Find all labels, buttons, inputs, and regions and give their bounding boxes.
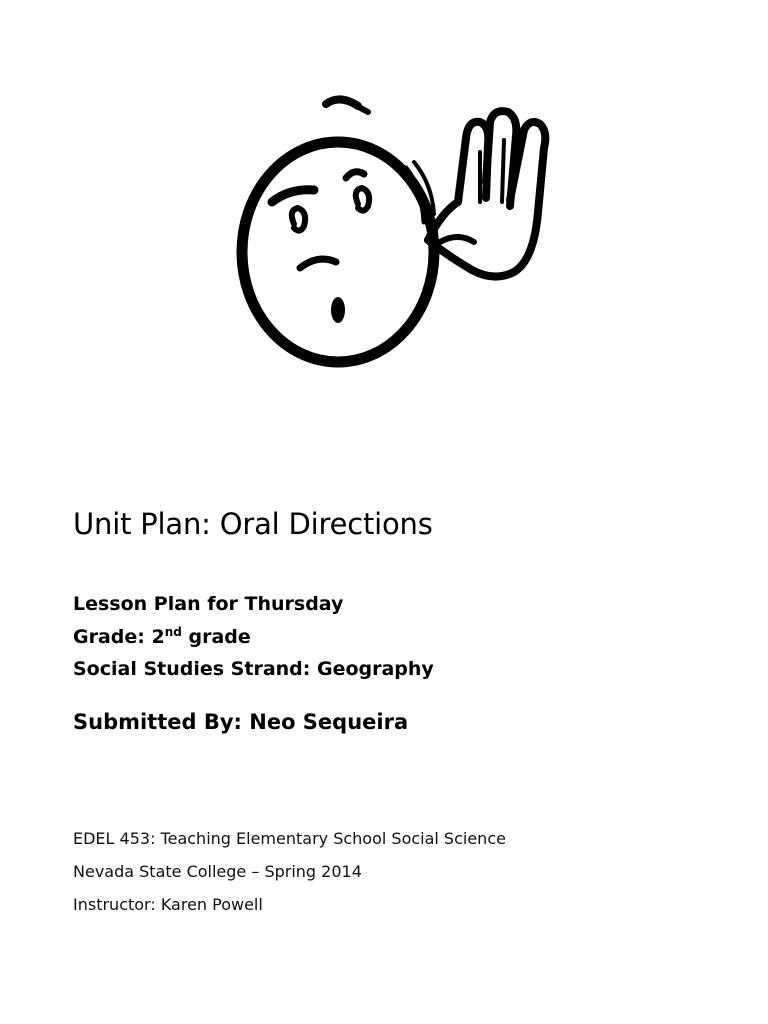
lesson-day-line: Lesson Plan for Thursday [73,593,344,615]
submitted-by: Submitted By: Neo Sequeira [73,710,409,734]
grade-ordinal: nd [164,624,182,639]
grade-line [73,621,434,654]
strand-line: Social Studies Strand: Geography [73,658,434,680]
lesson-details [73,588,434,686]
course-info [73,822,506,921]
course-line: EDEL 453: Teaching Elementary School Social Science [73,829,506,848]
instructor-line: Instructor: Karen Powell [73,895,263,914]
document-title: Unit Plan: Oral Directions [73,507,433,541]
grade-prefix: Grade: 2 [73,625,165,648]
grade-suffix: grade [181,625,251,648]
listening-face-icon [228,92,568,372]
college-line: Nevada State College – Spring 2014 [73,862,362,881]
